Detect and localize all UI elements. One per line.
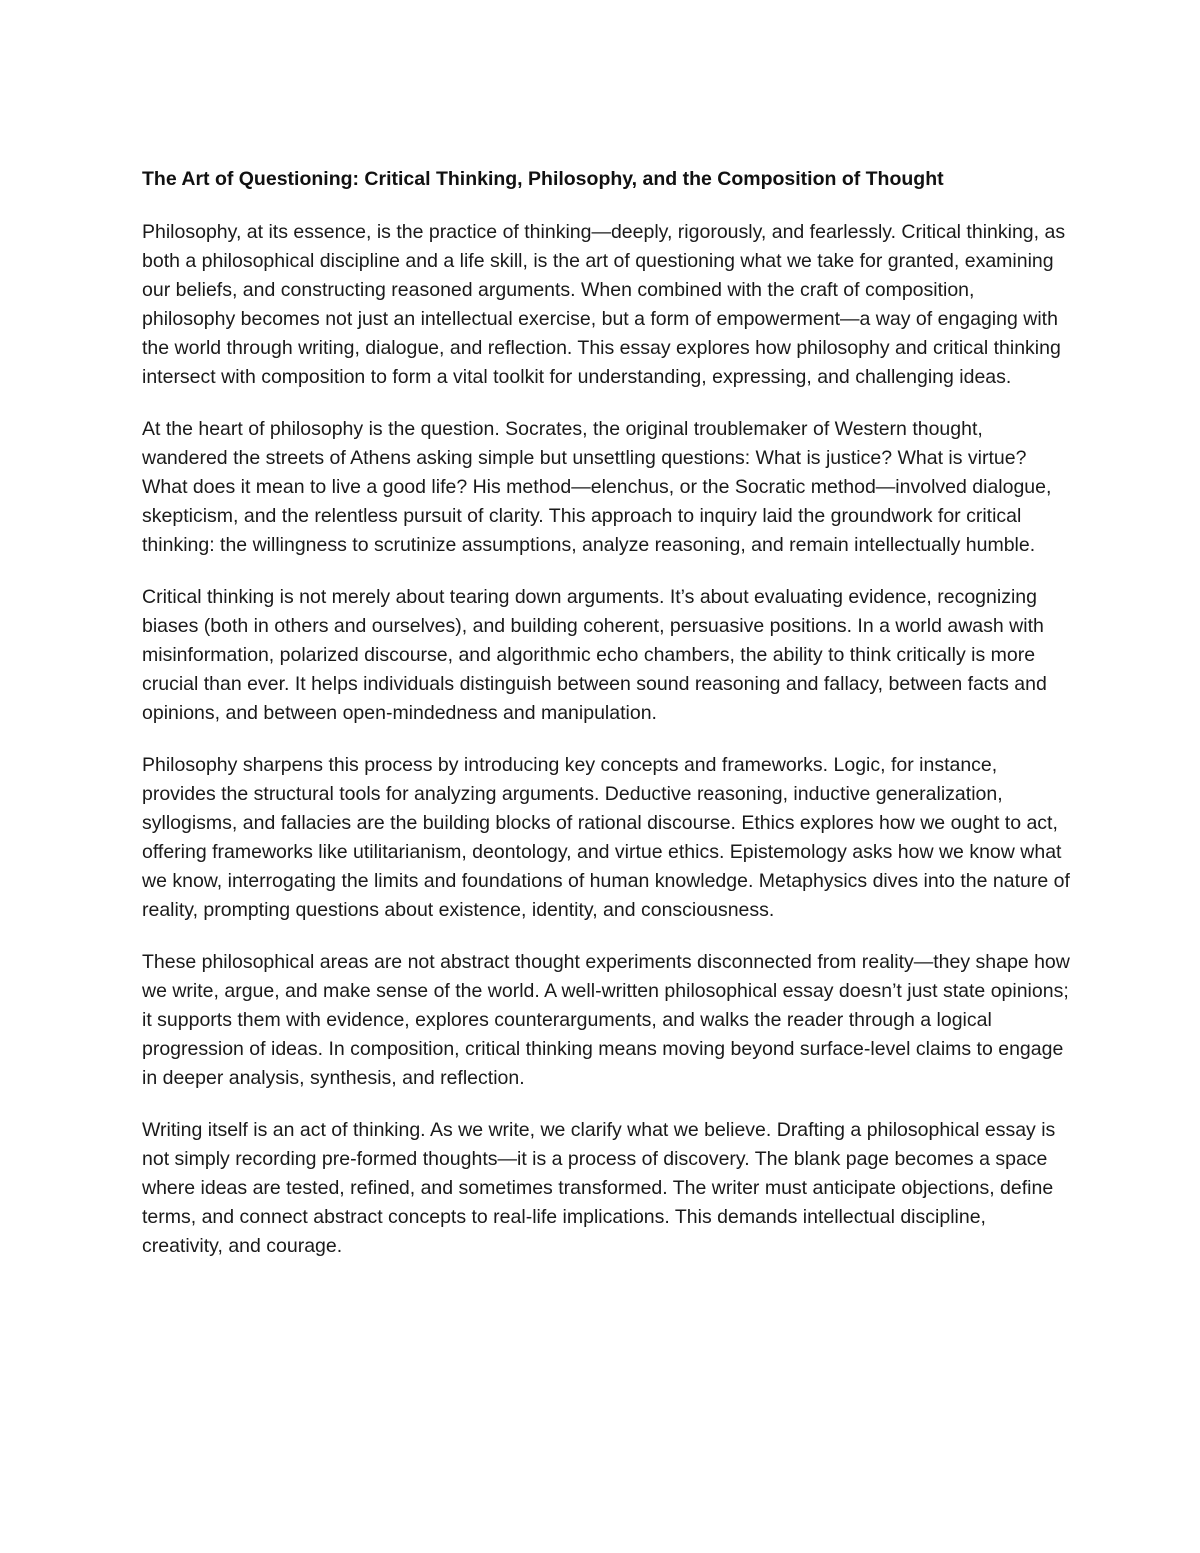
paragraph-philosophy-frameworks: Philosophy sharpens this process by introducing key concepts and frameworks. Logic, for instance, provides the structural tools for analyzing arguments. Deductive reasoning, inductive generalization, syllogisms, and fallacies are the building blocks of rational discourse. Ethics explores how we ought to act, offering frameworks like utilitarianism, deontology, and virtue ethics. Epistemology asks how we know what we know, interrogating the limits and foundations of human knowledge. Metaphysics dives into the nature of reality, prompting questions about existence, identity, and consciousness.: [142, 754, 1070, 921]
document-body: [142, 164, 1072, 1284]
paragraph-intro: Philosophy, at its essence, is the practice of thinking—deeply, rigorously, and fearlessly. Critical thinking, as both a philosophical discipline and a life skill, is the art of questioning what we take for granted, examining our beliefs, and constructing reasoned arguments. When combined with the craft of composition, philosophy becomes not just an intellectual exercise, but a form of empowerment—a way of engaging with the world through writing, dialogue, and reflection. This essay explores how philosophy and critical thinking intersect with composition to form a vital toolkit for understanding, expressing, and challenging ideas.: [142, 221, 1066, 388]
paragraph-critical-thinking: Critical thinking is not merely about tearing down arguments. It’s about evaluating evidence, recognizing biases (both in others and ourselves), and building coherent, persuasive positions. In a world awash with misinformation, polarized discourse, and algorithmic echo chambers, the ability to think critically is more crucial than ever. It helps individuals distinguish between sound reasoning and fallacy, between facts and opinions, and between open-mindedness and manipulation.: [142, 586, 1047, 724]
paragraph-writing-thinking: Writing itself is an act of thinking. As we write, we clarify what we believe. Drafting a philosophical essay is not simply recording pre-formed thoughts—it is a process of discovery. The blank page becomes a space where ideas are tested, refined, and sometimes transformed. The writer must anticipate objections, define terms, and connect abstract concepts to real-life implications. This demands intellectual discipline, creativity, and courage.: [142, 1119, 1056, 1257]
paragraph-socrates: At the heart of philosophy is the question. Socrates, the original troublemaker of Western thought, wandered the streets of Athens asking simple but unsettling questions: What is justice? What is virtue? What does it mean to live a good life? His method—elenchus, or the Socratic method—involved dialogue, skepticism, and the relentless pursuit of clarity. This approach to inquiry laid the groundwork for critical thinking: the willingness to scrutinize assumptions, analyze reasoning, and remain intellectually humble.: [142, 418, 1052, 556]
document-title: The Art of Questioning: Critical Thinking, Philosophy, and the Composition of Thought: [142, 168, 944, 190]
paragraph-philosophical-areas: These philosophical areas are not abstract thought experiments disconnected from reality—they shape how we write, argue, and make sense of the world. A well-written philosophical essay doesn’t just state opinions; it supports them with evidence, explores counterarguments, and walks the reader through a logical progression of ideas. In composition, critical thinking means moving beyond surface-level claims to engage in deeper analysis, synthesis, and reflection.: [142, 951, 1070, 1089]
